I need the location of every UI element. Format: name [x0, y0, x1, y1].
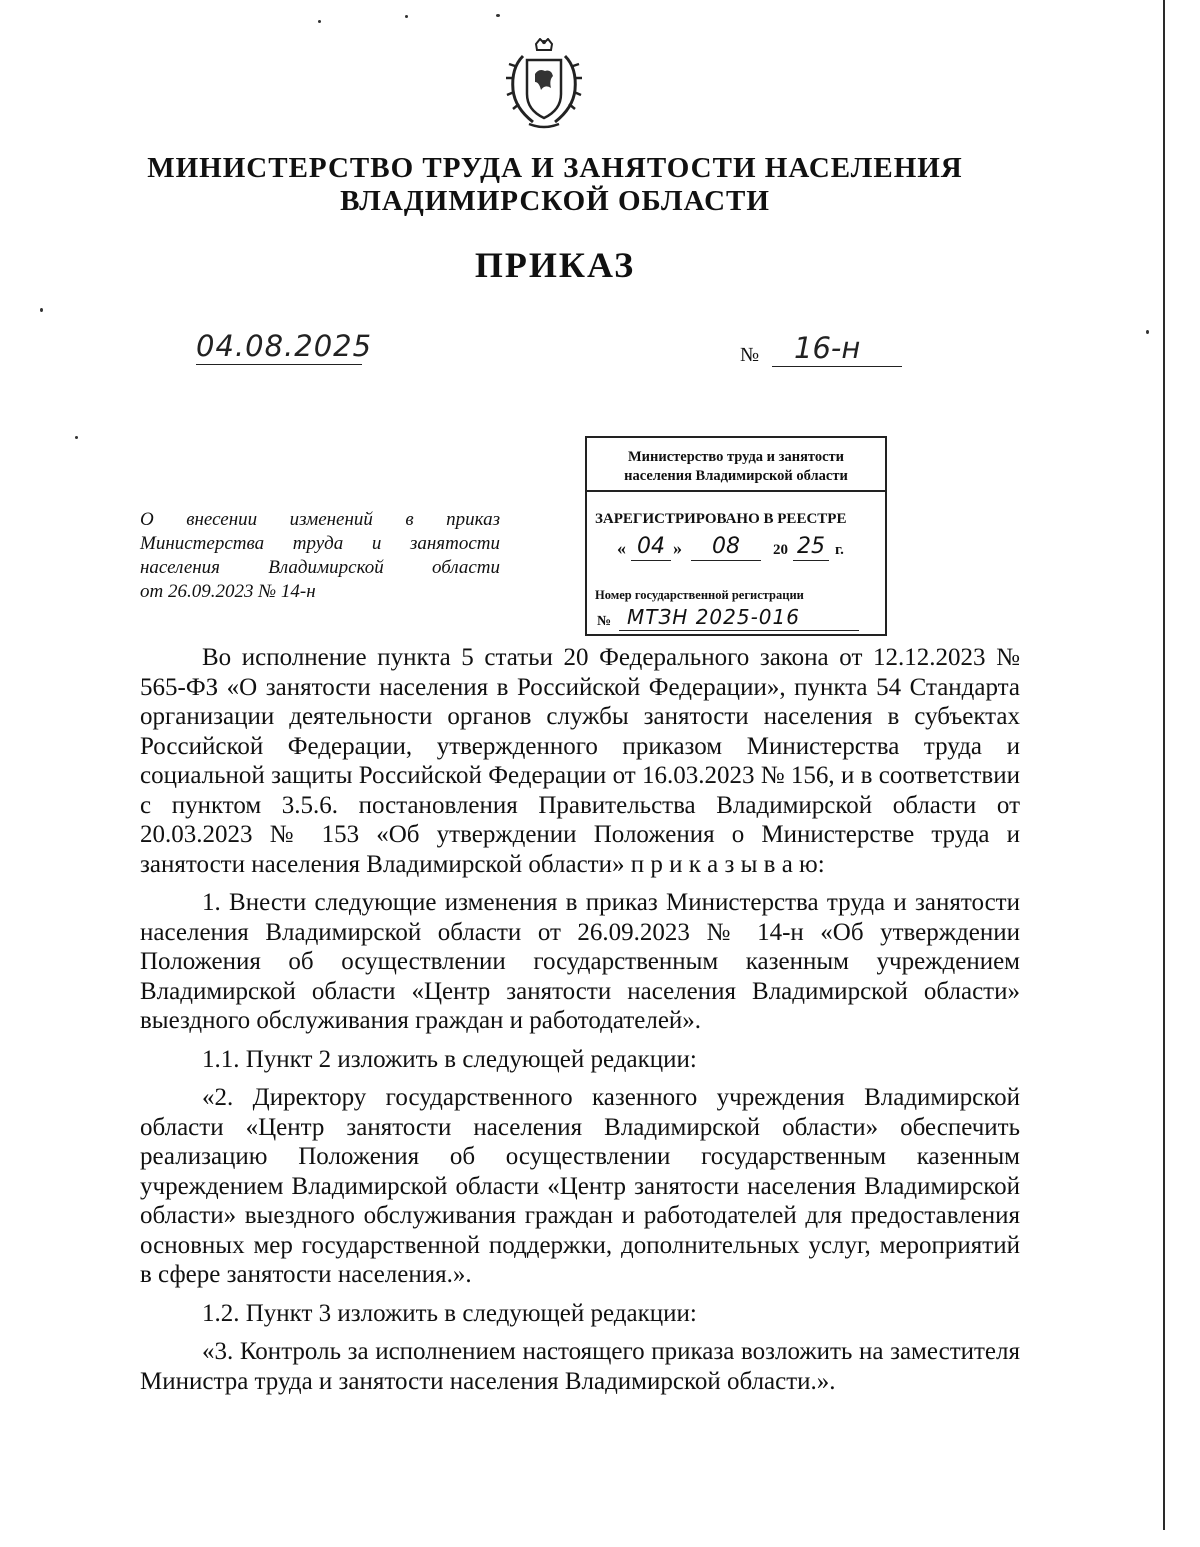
preamble-paragraph: Во исполнение пункта 5 статьи 20 Федерального закона от 12.12.2023 № 565-ФЗ «О занятости населения в Российской Федерации», пункта 54 Стандарта организации деятельности органов службы занятости населения в субъектах Российской Федерации, утвержденного приказом Министерства труда и социальной защиты Российской Федерации от 16.03.2023 № 156, и в соответствии с пунктом 3.5.6. постановления Правительства Владимирской области от 20.03.2023 № 153 «Об утверждении Положения о Министерстве труда и занятости населения Владимирской области» п р и к а з ы в а ю:: [140, 644, 1020, 878]
item-1-1-text: «2. Директору государственного казенного учреждения Владимирской области «Центр занятости населения Владимирской области» обеспечить реализацию Положения об осуществлении государственным казенным учреждением Владимирской области «Центр занятости населения Владимирской области» выездного обслуживания граждан и работодателей для предоставления основных мер государственной поддержки, дополнительных услуг, мероприятий в сфере занятости населения.».: [140, 1084, 1020, 1288]
stamp-registration-number-label: Номер государственной регистрации: [595, 588, 804, 602]
stamp-handwritten-registration-number: МТЗН 2025-016: [619, 604, 859, 631]
subject-line: от 26.09.2023 № 14-н: [140, 581, 316, 602]
coat-of-arms-emblem: [503, 38, 585, 130]
ministry-name-line2: ВЛАДИМИРСКОЙ ОБЛАСТИ: [340, 185, 770, 217]
scan-speck: [318, 20, 321, 23]
number-sign: №: [740, 344, 760, 366]
stamp-quote-open: «: [617, 538, 626, 558]
stamp-org-line1: Министерство труда и занятости: [627, 449, 845, 465]
item-1-paragraph: 1. Внести следующие изменения в приказ Министерства труда и занятости населения Владимирской области от 26.09.2023 № 14-н «Об утверждении Положения об осуществлении государственным казенным учреждением Владимирской области «Центр занятости населения Владимирской области» выездного обслуживания граждан и работодателей».: [140, 889, 1020, 1034]
stamp-year-prefix: 20: [773, 542, 788, 558]
scan-speck: [1146, 330, 1149, 334]
subject-line: О внесении изменений в приказ: [140, 509, 500, 530]
stamp-handwritten-day: 04: [631, 534, 671, 561]
document-type-title: ПРИКАЗ: [474, 245, 636, 285]
stamp-quote-close: »: [673, 538, 682, 558]
handwritten-date: 04.08.2025: [196, 329, 373, 363]
scan-speck: [405, 15, 408, 18]
stamp-divider: [587, 490, 885, 492]
stamp-year-unit: г.: [835, 542, 844, 558]
item-1-2-text: «3. Контроль за исполнением настоящего приказа возложить на заместителя Министра труда и занятости населения Владимирской области.».: [140, 1338, 1020, 1395]
stamp-handwritten-month: 08: [691, 534, 761, 561]
stamp-organization: [587, 448, 885, 486]
handwritten-order-number: 16-н: [772, 330, 902, 367]
subject-line: населения Владимирской области: [140, 557, 500, 578]
scan-speck: [75, 436, 78, 439]
order-body: [140, 643, 1020, 1403]
subject-line: Министерства труда и занятости: [140, 533, 500, 554]
item-1-1-heading: 1.1. Пункт 2 изложить в следующей редакции:: [202, 1045, 697, 1073]
scan-edge-line: [1163, 0, 1165, 1530]
scan-speck: [496, 14, 500, 17]
item-1-2-heading: 1.2. Пункт 3 изложить в следующей редакции:: [202, 1299, 697, 1327]
stamp-org-line2: населения Владимирской области: [624, 468, 848, 484]
stamp-handwritten-year: 25: [793, 534, 829, 561]
registration-stamp: [585, 436, 887, 636]
stamp-registered-label: ЗАРЕГИСТРИРОВАНО В РЕЕСТРЕ: [595, 511, 847, 527]
scan-speck: [40, 308, 43, 312]
ministry-name-line1: МИНИСТЕРСТВО ТРУДА И ЗАНЯТОСТИ НАСЕЛЕНИЯ: [147, 152, 963, 184]
stamp-number-sign: №: [597, 614, 612, 629]
order-subject: [140, 508, 500, 604]
